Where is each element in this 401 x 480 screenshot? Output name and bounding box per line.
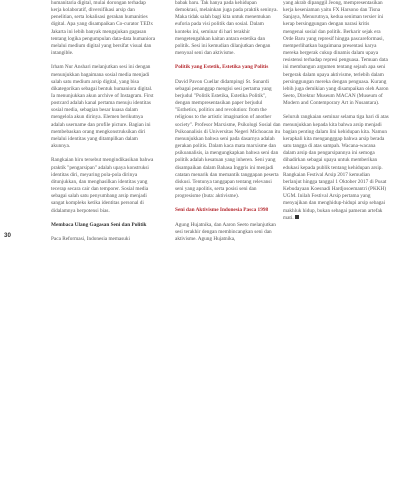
paragraph: humanitaria digital, mulai dorongan terhadap kerja kolaboratif, diversifikasi arsip dan penelitian, serta lokalisasi gerakan humanities digital. Apa yang disampaikan Co-curator TEDx Jakarta ini lebih banyak mengajukan gagasan tentang logika pengumpulan data-data humaniora melalui medium digital yang bersifat visual dan intangible. <box>51 0 156 57</box>
paragraph-text: Seluruh rangkaian seminar selama tiga hari di atas menunjukkan kepada kita bahwa arsip menjadi bagian penting dalam lini kehidupan kita. Namun kerapkali kita mengangggap bahwa arsip berada satu tangga di atas sampah. Wacana-wacana dalam arsip dan pengarsipannya ini semoga dihadirkan sebagai upaya untuk memberikan edukasi kepada publik tentang kehidupan arsip. Rangkaian Festival Arsip 2017 kemudian berlanjut hingga tanggal 1 Oktober 2017 di Pusat Kebudayaan Koesnadi Hardjosoemantri (PKKH) UGM. Inilah Festival Arsip pertama yang menyajikan dan menghidup-hidupi arsip sebagai makhluk hidup, bukan sebagai pameran artefak mati. <box>283 114 389 221</box>
section-heading: Politik yang Estetik, Estetika yang Politis <box>175 64 269 71</box>
last-paragraph <box>283 114 389 221</box>
paragraph: Irham Nur Anshari melanjutkan sesi ini dengan menunjukkan bagaimana sosial media menjadi salah satu medium arsip digital, yang bisa dikategorikan sebagai bentuk humaniora digital. Ia menunjukkan akun archive of Instagram. First postcard adalah kanal pertama menuju identitas sosial media, sebagian besar kuasa dalam mengelola akun dirinya. Elemen berikutnya adalah username dan profile picture. Bagian ini membebaskan orang mengkonstruksikan diri melalui identitas yang ditampilkan dalam akunnya. <box>51 64 154 150</box>
paragraph: yang akrab dipanggil Jeong, mempresentasikan kerja keseniaman yaitu FX Harsono dan Tisna Sanjaya, Menurutnya, kedua seniman tersier ini kerap bersinggungan dengan narasi kritis mengenai sosial dan politik. Berkarir sejak era Orde Baru yang represif hingga pascareformasi, memperlihatkan bagaimana presentasi karya mereka bergerak cukup dinamis dalam upaya resistensi terhadap represi penguasa. Temuan data ini membangun argumen tentang sejauh apa seni bergerak dalam upaya aktivisme, terlebih dalam persinggungan mereka dengan penguasa. Kurang lebih juga demikian yang disampaikan oleh Aaron Seeto, Direktur Museum MACAN (Museum of Modern and Contemporary Art in Nusantara). <box>283 0 389 107</box>
paragraph: Rangkaian hiru tersebut mengindikasikan bahwa praktik "pengarsipan" adalah upaya konstruksi identitas diri, meyaring pola-pola dirinya ditunjukkan, dan menghasilkan identitas yang tecerap secara cair dan temporer. Sosial media sebagai salah satu penyumbang arsip menjadi sangat kompleks ketika identitas personal di didalamnya berpotensi bias. <box>51 157 154 214</box>
paragraph: David Pavon Cuellar didampingi St. Sunardi sebagai penanggap mengisi sesi pertama yang berjudul "Politik Estetika, Estetika Politik", dengan mempresentasikan paper berjudul "Esthetics, politics and revolution: from the religious to the artistic imagination of another society". Profesor Marxisme, Psikologi Sosial dan Psikoanalisis di Universitas Negeri Michoacan itu menunjukkan bahwa seni pada dasarnya adalah gerakan politis. Dalam kaca mata marxisme dan psikoanalisis, ia mengungkapkan bahwa seni dan politik adalah kesatuan yang inheren. Seni yang disampaikan dalam Bahasa Inggris ini menjadi catatan menarik dan memantik tanggapan peserta diskusi. Tentunya tanggapan tentang relevansi seni yang apolitis, serta posisi seni dan progresisme (buta: aktivisme). <box>175 78 281 200</box>
section-heading: Seni dan Aktivisme Indonesia Pasca 1998 <box>175 207 269 214</box>
section-heading: Membaca Ulang Gagasan Seni dan Politik <box>51 221 147 228</box>
end-mark-icon <box>295 215 299 219</box>
paragraph: babak baru. Tak hanya pada kehidupan demokrasi, melainkan juga pada praktik seninya. Maka tidak salah bagi kita untuk menemukan euforia pada visi politik dan sosial. Dalam konteks ini, seminar di hari terakhir mengetengahkan kaitan antara estetika dan politik. Sesi ini kemudian dilanjutkan dengan menyoal seni dan aktivisme. <box>175 0 278 57</box>
column-2 <box>175 0 281 250</box>
column-3 <box>283 0 389 229</box>
column-1 <box>51 0 157 250</box>
paragraph: Paca Reformasi, Indonesia memasuki <box>51 236 131 243</box>
paragraph: Agung Hujatnika, dan Aaron Seeto melanjutkan sesi terakhir dengan membincangkan seni dan aktivisme. Agung Hujatnika, <box>175 221 276 243</box>
page-number: 30 <box>4 232 11 239</box>
